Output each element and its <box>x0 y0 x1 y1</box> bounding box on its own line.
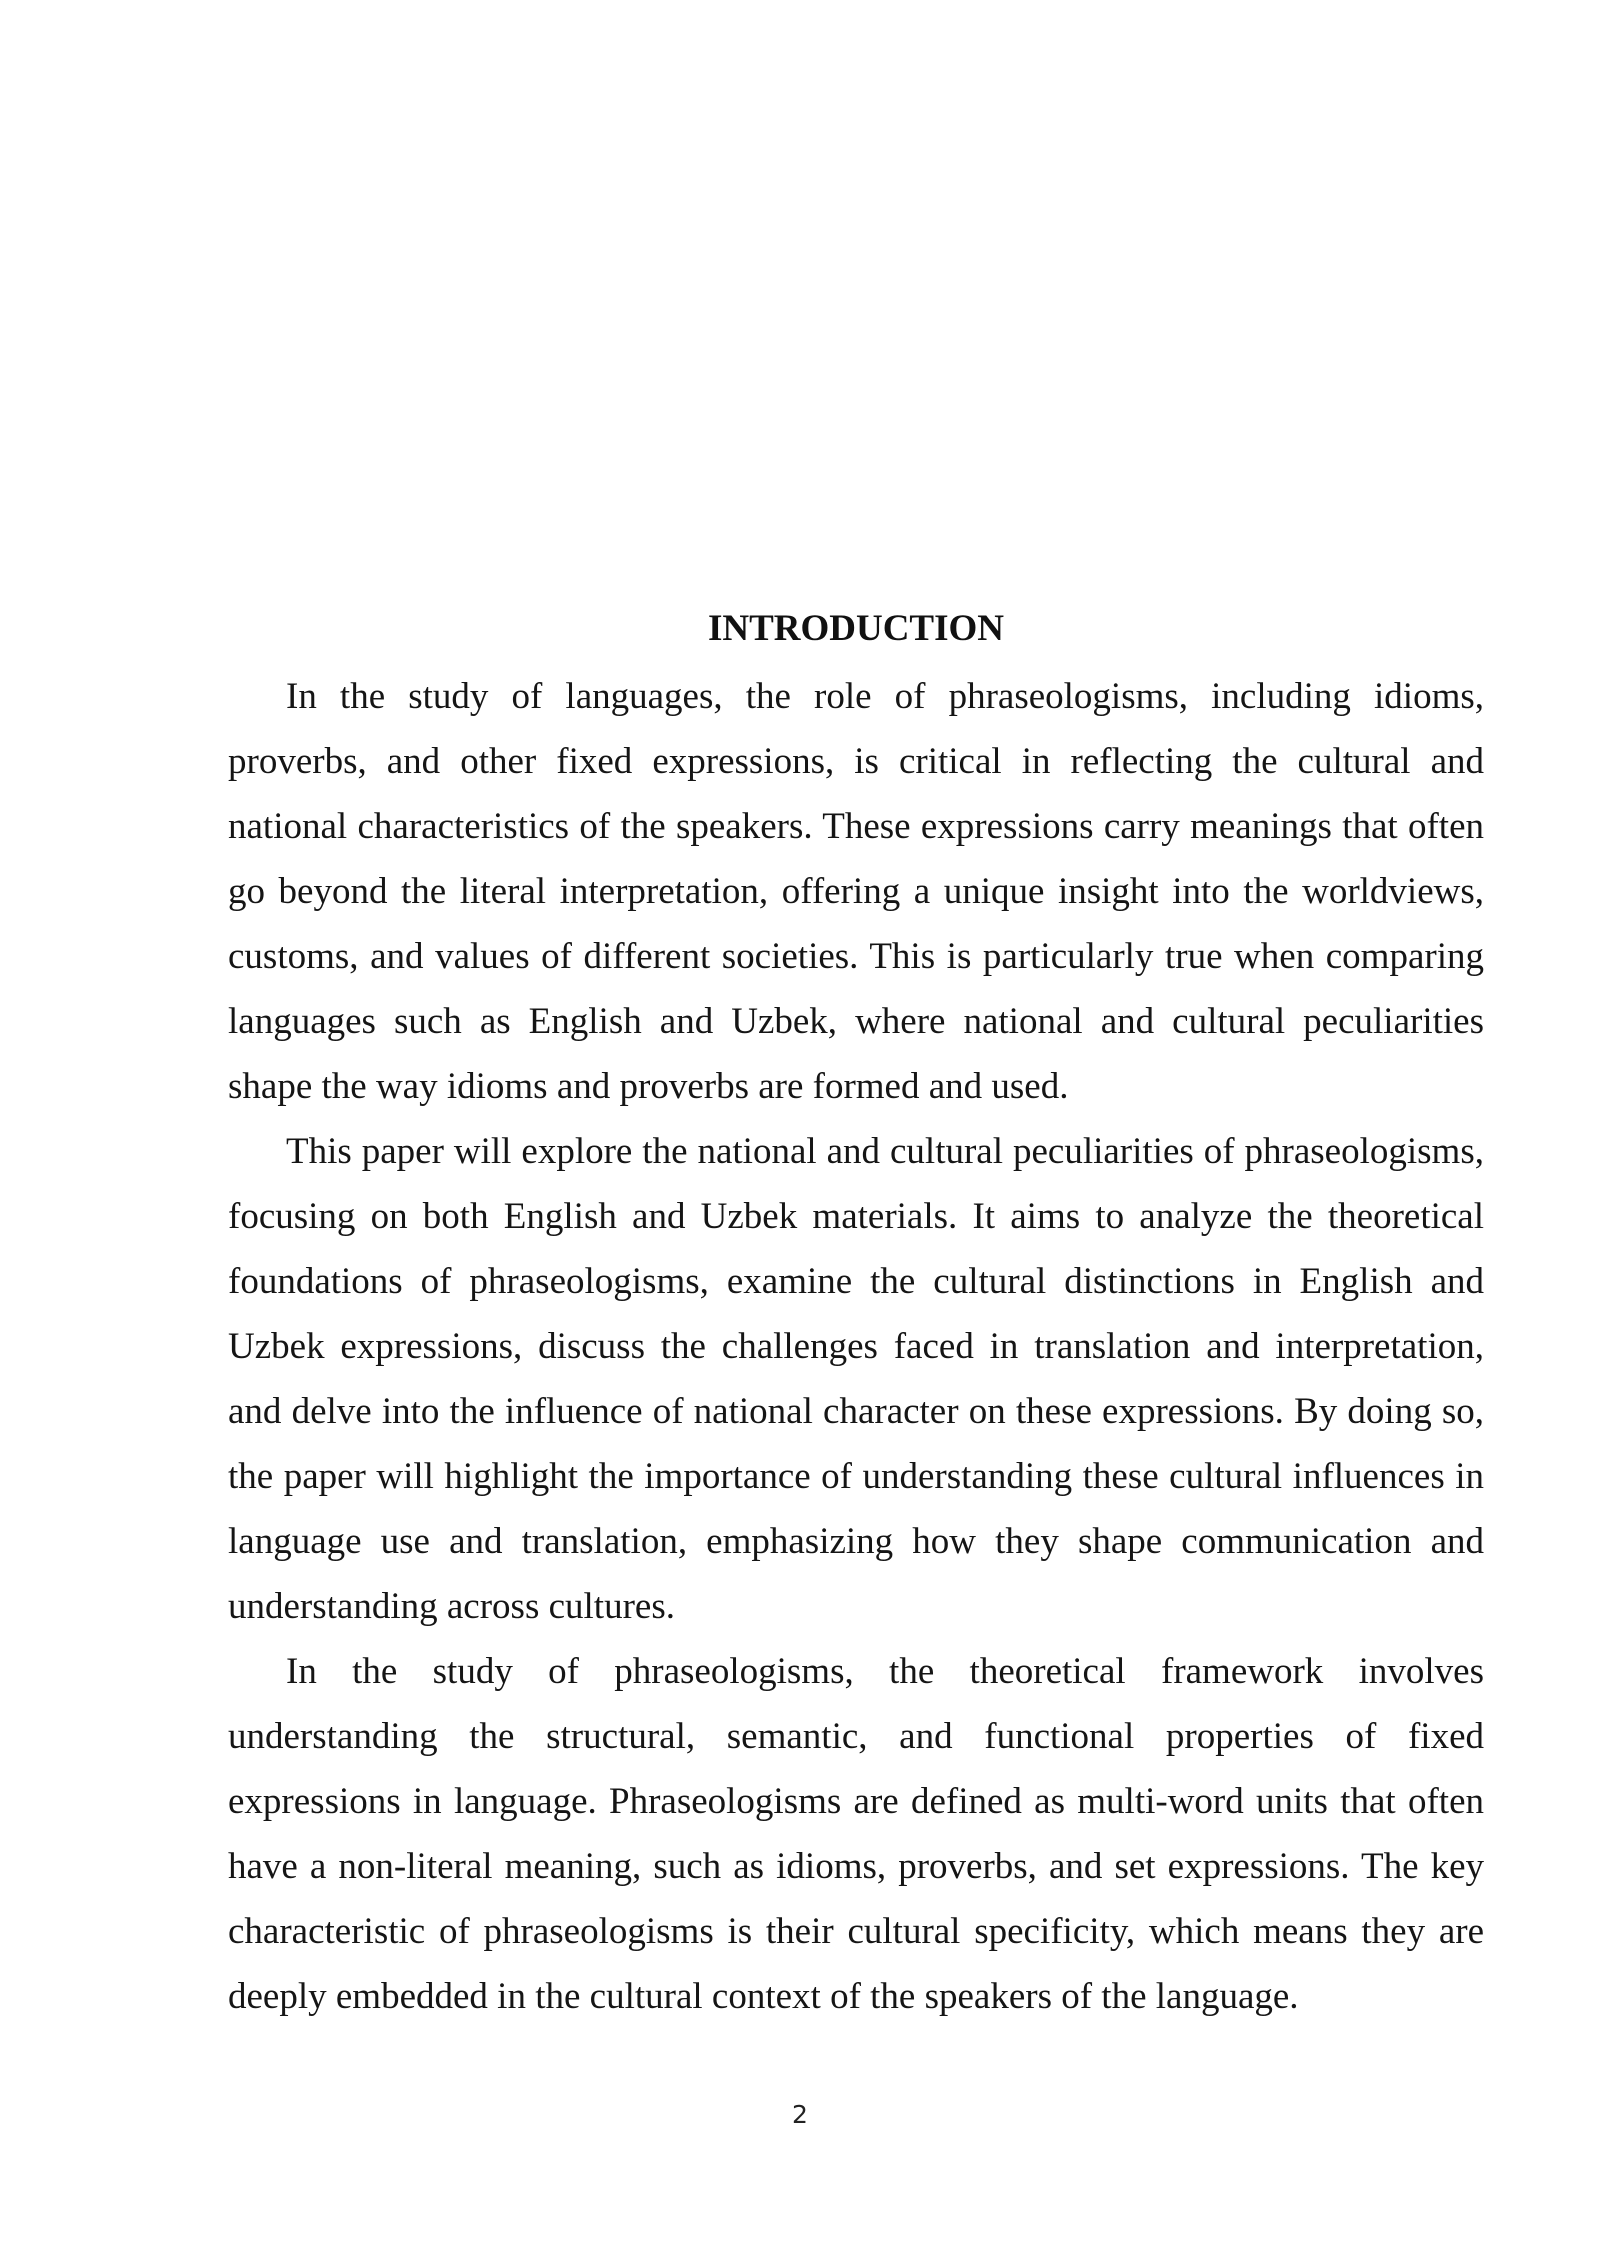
paragraph-3: In the study of phraseologisms, the theoretical framework involves understanding the structural, semantic, and functional properties of fixed expressions in language. Phraseologisms are defined as multi-word units that often have a non-literal meaning, such as idioms, proverbs, and set expressions. The key characteristic of phraseologisms is their cultural specificity, which means they are deeply embedded in the cultural context of the speakers of the language. <box>228 1651 1484 2017</box>
page-number: 2 <box>792 2100 808 2129</box>
paragraph-2: This paper will explore the national and cultural peculiarities of phraseologisms, focusing on both English and Uzbek materials. It aims to analyze the theoretical foundations of phraseologisms, examine the cultural distinctions in English and Uzbek expressions, discuss the challenges faced in translation and interpretation, and delve into the influence of national character on these expressions. By doing so, the paper will highlight the importance of understanding these cultural influences in language use and translation, emphasizing how they shape communication and understanding across cultures. <box>228 1131 1484 1627</box>
page-content <box>228 606 1484 2029</box>
section-heading: INTRODUCTION <box>707 608 1005 649</box>
paragraph-1: In the study of languages, the role of phraseologisms, including idioms, proverbs, and other fixed expressions, is critical in reflecting the cultural and national characteristics of the speakers. These expressions carry meanings that often go beyond the literal interpretation, offering a unique insight into the worldviews, customs, and values of different societies. This is particularly true when comparing languages such as English and Uzbek, where national and cultural peculiarities shape the way idioms and proverbs are formed and used. <box>228 676 1484 1107</box>
